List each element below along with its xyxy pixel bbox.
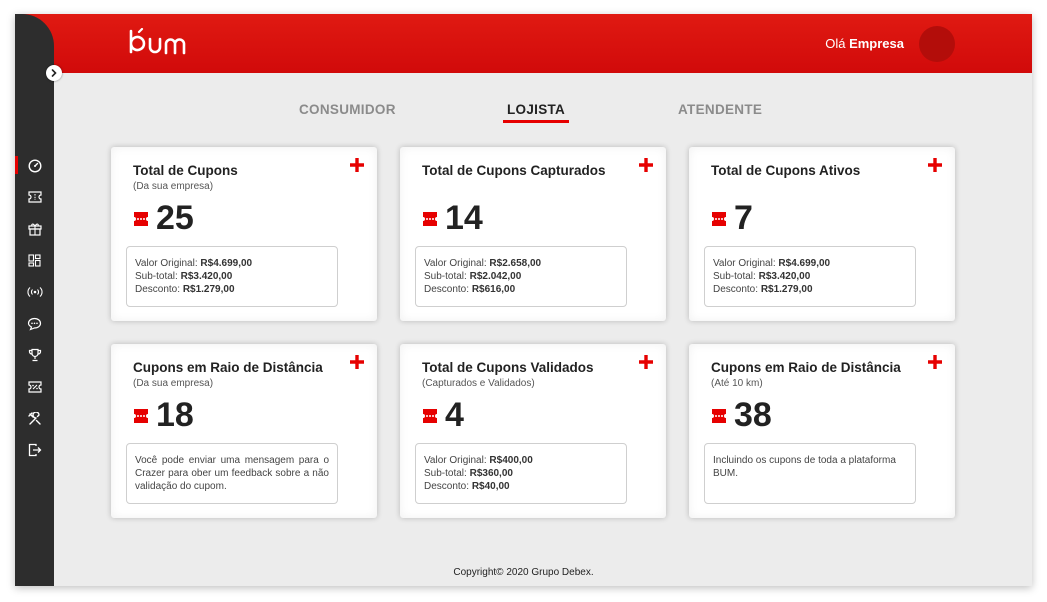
gift-icon: [28, 222, 42, 236]
card-subtitle: (Da sua empresa): [133, 181, 214, 192]
add-icon[interactable]: [349, 157, 365, 173]
original-value-label: Valor Original:: [713, 258, 776, 269]
discount-label: Desconto:: [135, 284, 181, 295]
coupon-count: 18: [156, 396, 194, 434]
subtotal-row: [713, 270, 907, 283]
grid-icon: [28, 254, 41, 267]
card-title: Total de Cupons Ativos: [711, 163, 861, 178]
sidebar-item-messages[interactable]: [15, 308, 54, 340]
card-title: Cupons em Raio de Distância: [133, 360, 323, 375]
discount-label: Desconto:: [713, 284, 759, 295]
coupon-count: 4: [445, 396, 464, 434]
dashboard-icon: [28, 159, 42, 173]
sidebar-item-discounts[interactable]: [15, 371, 54, 403]
sidebar-item-grid[interactable]: [15, 245, 54, 277]
original-value-row: [424, 257, 618, 270]
sidebar-item-gifts[interactable]: [15, 213, 54, 245]
discount-value: R$1.279,00: [760, 284, 813, 295]
discount-label: Desconto:: [424, 481, 470, 492]
values-box: [415, 246, 627, 307]
copyright: Copyright© 2020 Grupo Debex.: [453, 567, 594, 578]
card-title: Cupons em Raio de Distância: [711, 360, 901, 375]
discount-label: Desconto:: [424, 284, 470, 295]
greeting-prefix: Olá: [825, 36, 846, 51]
add-icon[interactable]: [927, 354, 943, 370]
discount-icon: [28, 381, 42, 393]
original-value: R$2.658,00: [489, 258, 542, 269]
values-box: [415, 443, 627, 504]
top-bar: [15, 14, 1032, 73]
card-distance-coupons-company: [111, 344, 377, 518]
coupon-icon: [711, 408, 727, 424]
coupon-count: 38: [734, 396, 772, 434]
tab-consumidor[interactable]: CONSUMIDOR: [299, 102, 396, 117]
subtotal-value: R$3.420,00: [180, 271, 233, 282]
coupon-icon: [422, 211, 438, 227]
card-subtitle: (Até 10 km): [711, 378, 763, 389]
card-subtitle: (Da sua empresa): [133, 378, 214, 389]
subtotal-label: Sub-total:: [424, 468, 467, 479]
coupon-icon: [422, 408, 438, 424]
chevron-right-icon: [50, 69, 58, 77]
ticket-icon: [28, 191, 42, 203]
values-box: [126, 246, 338, 307]
card-validated-coupons: [400, 344, 666, 518]
discount-row: [135, 283, 329, 296]
sidebar-item-trophies[interactable]: [15, 340, 54, 372]
greeting-name: Empresa: [849, 36, 904, 51]
broadcast-icon: [27, 286, 43, 298]
card-subtitle: (Capturados e Validados): [422, 378, 535, 389]
card-active-coupons: [689, 147, 955, 321]
discount-value: R$616,00: [471, 284, 516, 295]
discount-value: R$1.279,00: [182, 284, 235, 295]
tools-icon: [28, 412, 42, 426]
subtotal-label: Sub-total:: [135, 271, 178, 282]
original-value-row: [424, 454, 618, 467]
add-icon[interactable]: [638, 354, 654, 370]
sidebar-menu: [15, 150, 54, 466]
sidebar-item-coupons[interactable]: [15, 182, 54, 214]
subtotal-value: R$360,00: [469, 468, 513, 479]
subtotal-value: R$3.420,00: [758, 271, 811, 282]
values-box: [704, 246, 916, 307]
trophy-icon: [28, 348, 42, 362]
logout-icon: [28, 443, 42, 457]
card-title: Total de Cupons Validados: [422, 360, 594, 375]
card-total-coupons: [111, 147, 377, 321]
original-value: R$400,00: [489, 455, 533, 466]
sidebar-item-broadcast[interactable]: [15, 276, 54, 308]
info-text: Você pode enviar uma mensagem para o Crazer para ober um feedback sobre a não validação do cupom.: [126, 443, 338, 504]
discount-row: [424, 283, 618, 296]
sidebar-item-tools[interactable]: [15, 403, 54, 435]
coupon-count: 14: [445, 199, 483, 237]
original-value: R$4.699,00: [200, 258, 253, 269]
sidebar-toggle-button[interactable]: [46, 65, 62, 81]
bum-logo[interactable]: [125, 28, 205, 58]
card-captured-coupons: [400, 147, 666, 321]
subtotal-row: [135, 270, 329, 283]
card-title: Total de Cupons: [133, 163, 238, 178]
greeting: [825, 36, 904, 51]
coupon-icon: [133, 408, 149, 424]
add-icon[interactable]: [927, 157, 943, 173]
sidebar-item-dashboard[interactable]: [15, 150, 54, 182]
add-icon[interactable]: [638, 157, 654, 173]
original-value-label: Valor Original:: [424, 258, 487, 269]
subtotal-label: Sub-total:: [424, 271, 467, 282]
subtotal-label: Sub-total:: [713, 271, 756, 282]
sidebar: [15, 14, 54, 586]
add-icon[interactable]: [349, 354, 365, 370]
tab-atendente[interactable]: ATENDENTE: [678, 102, 763, 117]
original-value: R$4.699,00: [778, 258, 831, 269]
coupon-count: 7: [734, 199, 753, 237]
coupon-icon: [133, 211, 149, 227]
discount-value: R$40,00: [471, 481, 510, 492]
sidebar-item-logout[interactable]: [15, 434, 54, 466]
subtotal-row: [424, 467, 618, 480]
info-text: Incluindo os cupons de toda a plataforma BUM.: [704, 443, 916, 504]
discount-row: [424, 480, 618, 493]
original-value-row: [135, 257, 329, 270]
discount-row: [713, 283, 907, 296]
avatar[interactable]: [919, 26, 955, 62]
card-distance-coupons-10km: [689, 344, 955, 518]
original-value-row: [713, 257, 907, 270]
coupon-count: 25: [156, 199, 194, 237]
coupon-icon: [711, 211, 727, 227]
role-tabs: [15, 102, 1032, 126]
subtotal-row: [424, 270, 618, 283]
tab-lojista[interactable]: LOJISTA: [507, 102, 566, 117]
original-value-label: Valor Original:: [135, 258, 198, 269]
chat-icon: [27, 317, 42, 331]
card-title: Total de Cupons Capturados: [422, 163, 606, 178]
subtotal-value: R$2.042,00: [469, 271, 522, 282]
original-value-label: Valor Original:: [424, 455, 487, 466]
app-frame: [15, 14, 1032, 586]
